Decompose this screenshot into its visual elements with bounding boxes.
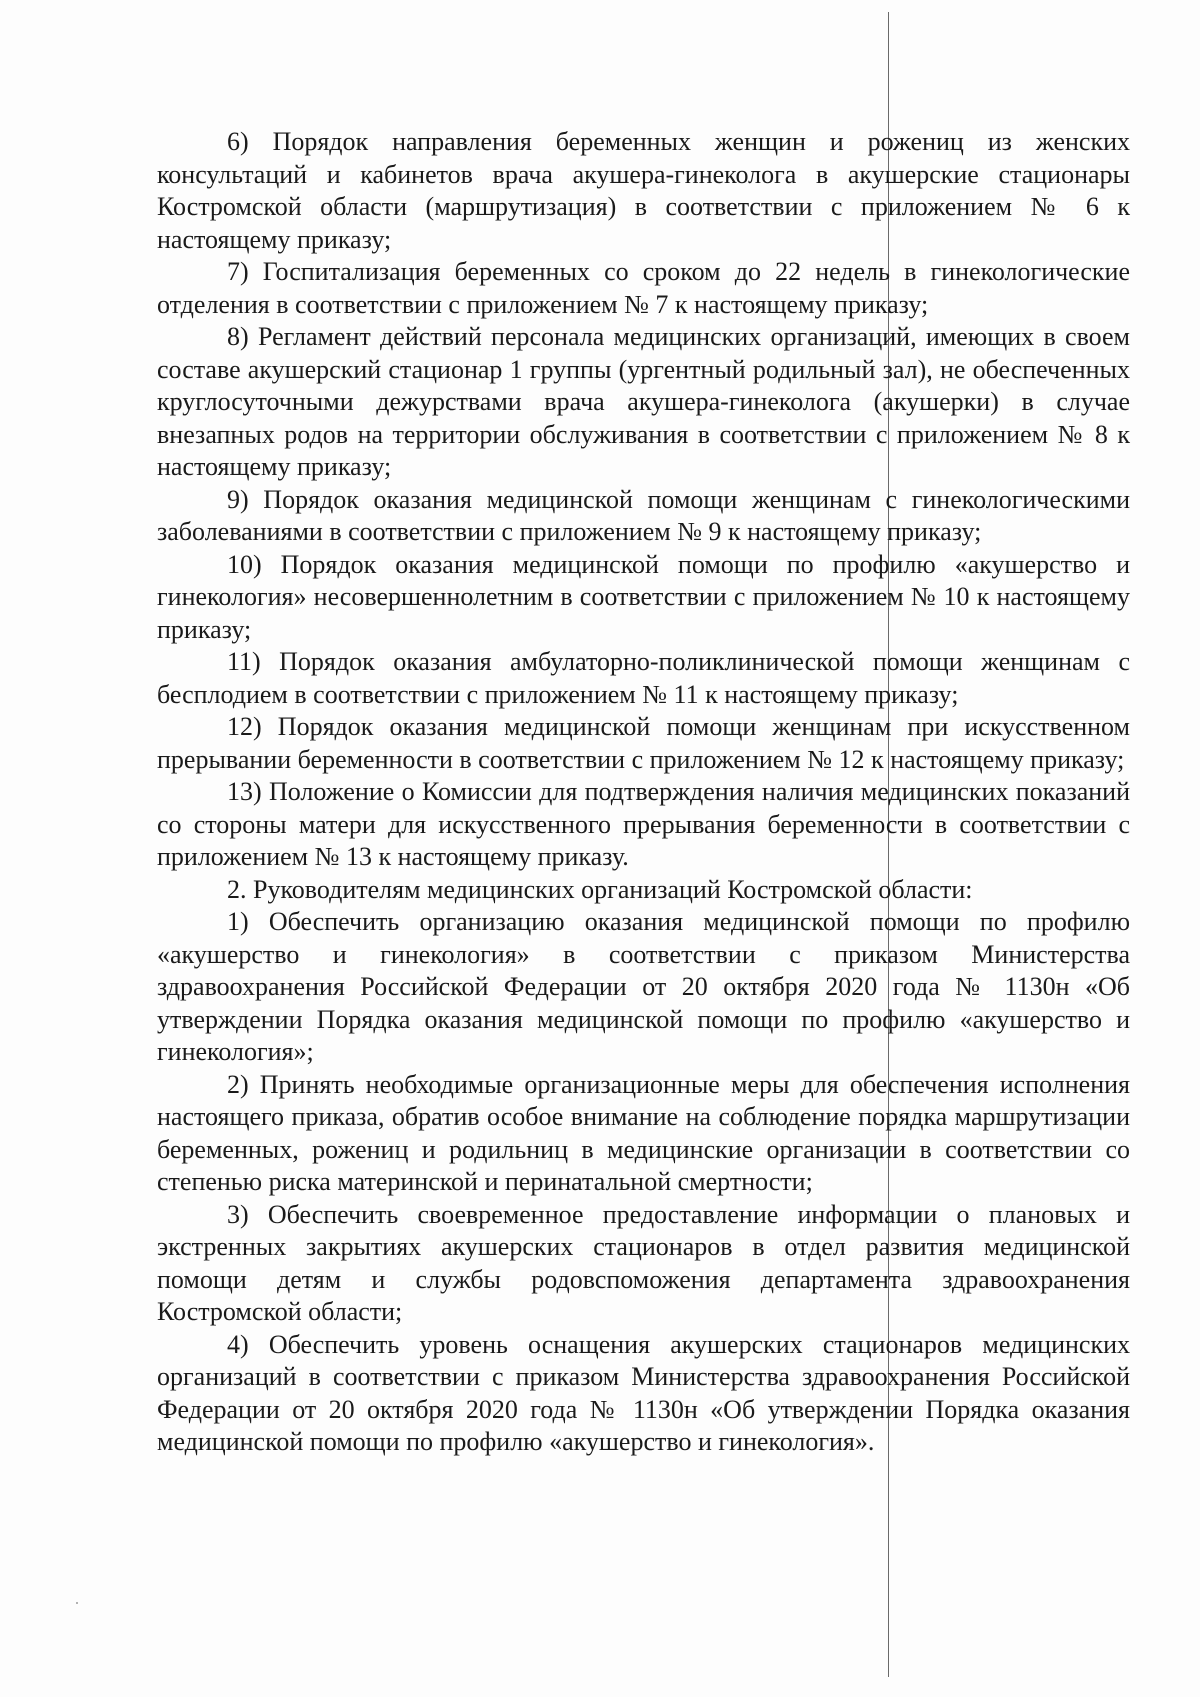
paragraph-item-6: 6) Порядок направления беременных женщин и рожениц из женских консультаций и кабинетов врача акушера-гинеколога в акушерские стационары Костромской области (маршрутизация) в соответствии с приложением № 6 к настоящему приказу; — [157, 127, 1130, 254]
paragraph-item-8: 8) Регламент действий персонала медицинских организаций, имеющих в своем составе акушерский стационар 1 группы (ургентный родильный зал), не обеспеченных круглосуточными дежурствами врача акушера-гинеколога (акушерки) в случае внезапных родов на территории обслуживания в соответствии с приложением № 8 к настоящему приказу; — [157, 322, 1130, 481]
paragraph-item-13: 13) Положение о Комиссии для подтверждения наличия медицинских показаний со стороны матери для искусственного прерывания беременности в соответствии с приложением № 13 к настоящему приказу. — [157, 777, 1130, 871]
scan-speck — [76, 1602, 78, 1604]
section-2-heading: 2. Руководителям медицинских организаций Костромской области: — [227, 874, 973, 904]
paragraph-section2-item-1: 1) Обеспечить организацию оказания медицинской помощи по профилю «акушерство и гинекология» в соответствии с приказом Министерства здравоохранения Российской Федерации от 20 октября 2020 года № 1130н «Об утверждении Порядка оказания медицинской помощи по профилю «акушерство и гинекология»; — [157, 907, 1130, 1066]
paragraph-item-11: 11) Порядок оказания амбулаторно-поликлинической помощи женщинам с бесплодием в соответствии с приложением № 11 к настоящему приказу; — [157, 647, 1130, 709]
paragraph-section2-item-3: 3) Обеспечить своевременное предоставление информации о плановых и экстренных закрытиях акушерских стационаров в отдел развития медицинской помощи детям и службы родовспоможения департамента здравоохранения Костромской области; — [157, 1199, 1130, 1326]
paragraph-section2-item-2: 2) Принять необходимые организационные меры для обеспечения исполнения настоящего приказа, обратив особое внимание на соблюдение порядка маршрутизации беременных, рожениц и родильниц в медицинские организации в соответствии со степенью риска материнской и перинатальной смертности; — [157, 1069, 1130, 1196]
paragraph-item-9: 9) Порядок оказания медицинской помощи женщинам с гинекологическими заболеваниями в соответствии с приложением № 9 к настоящему приказу; — [157, 484, 1130, 546]
paragraph-item-7: 7) Госпитализация беременных со сроком до 22 недель в гинекологические отделения в соответствии с приложением № 7 к настоящему приказу; — [157, 257, 1130, 319]
paragraph-section2-item-4: 4) Обеспечить уровень оснащения акушерских стационаров медицинских организаций в соответствии с приказом Министерства здравоохранения Российской Федерации от 20 октября 2020 года № 1130н «Об утверждении Порядка оказания медицинской помощи по профилю «акушерство и гинекология». — [157, 1329, 1130, 1456]
paragraph-item-10: 10) Порядок оказания медицинской помощи по профилю «акушерство и гинекология» несовершеннолетним в соответствии с приложением № 10 к настоящему приказу; — [157, 549, 1130, 644]
document-body — [157, 126, 1130, 1459]
paragraph-item-12: 12) Порядок оказания медицинской помощи женщинам при искусственном прерывании беременности в соответствии с приложением № 12 к настоящему приказу; — [157, 712, 1130, 774]
